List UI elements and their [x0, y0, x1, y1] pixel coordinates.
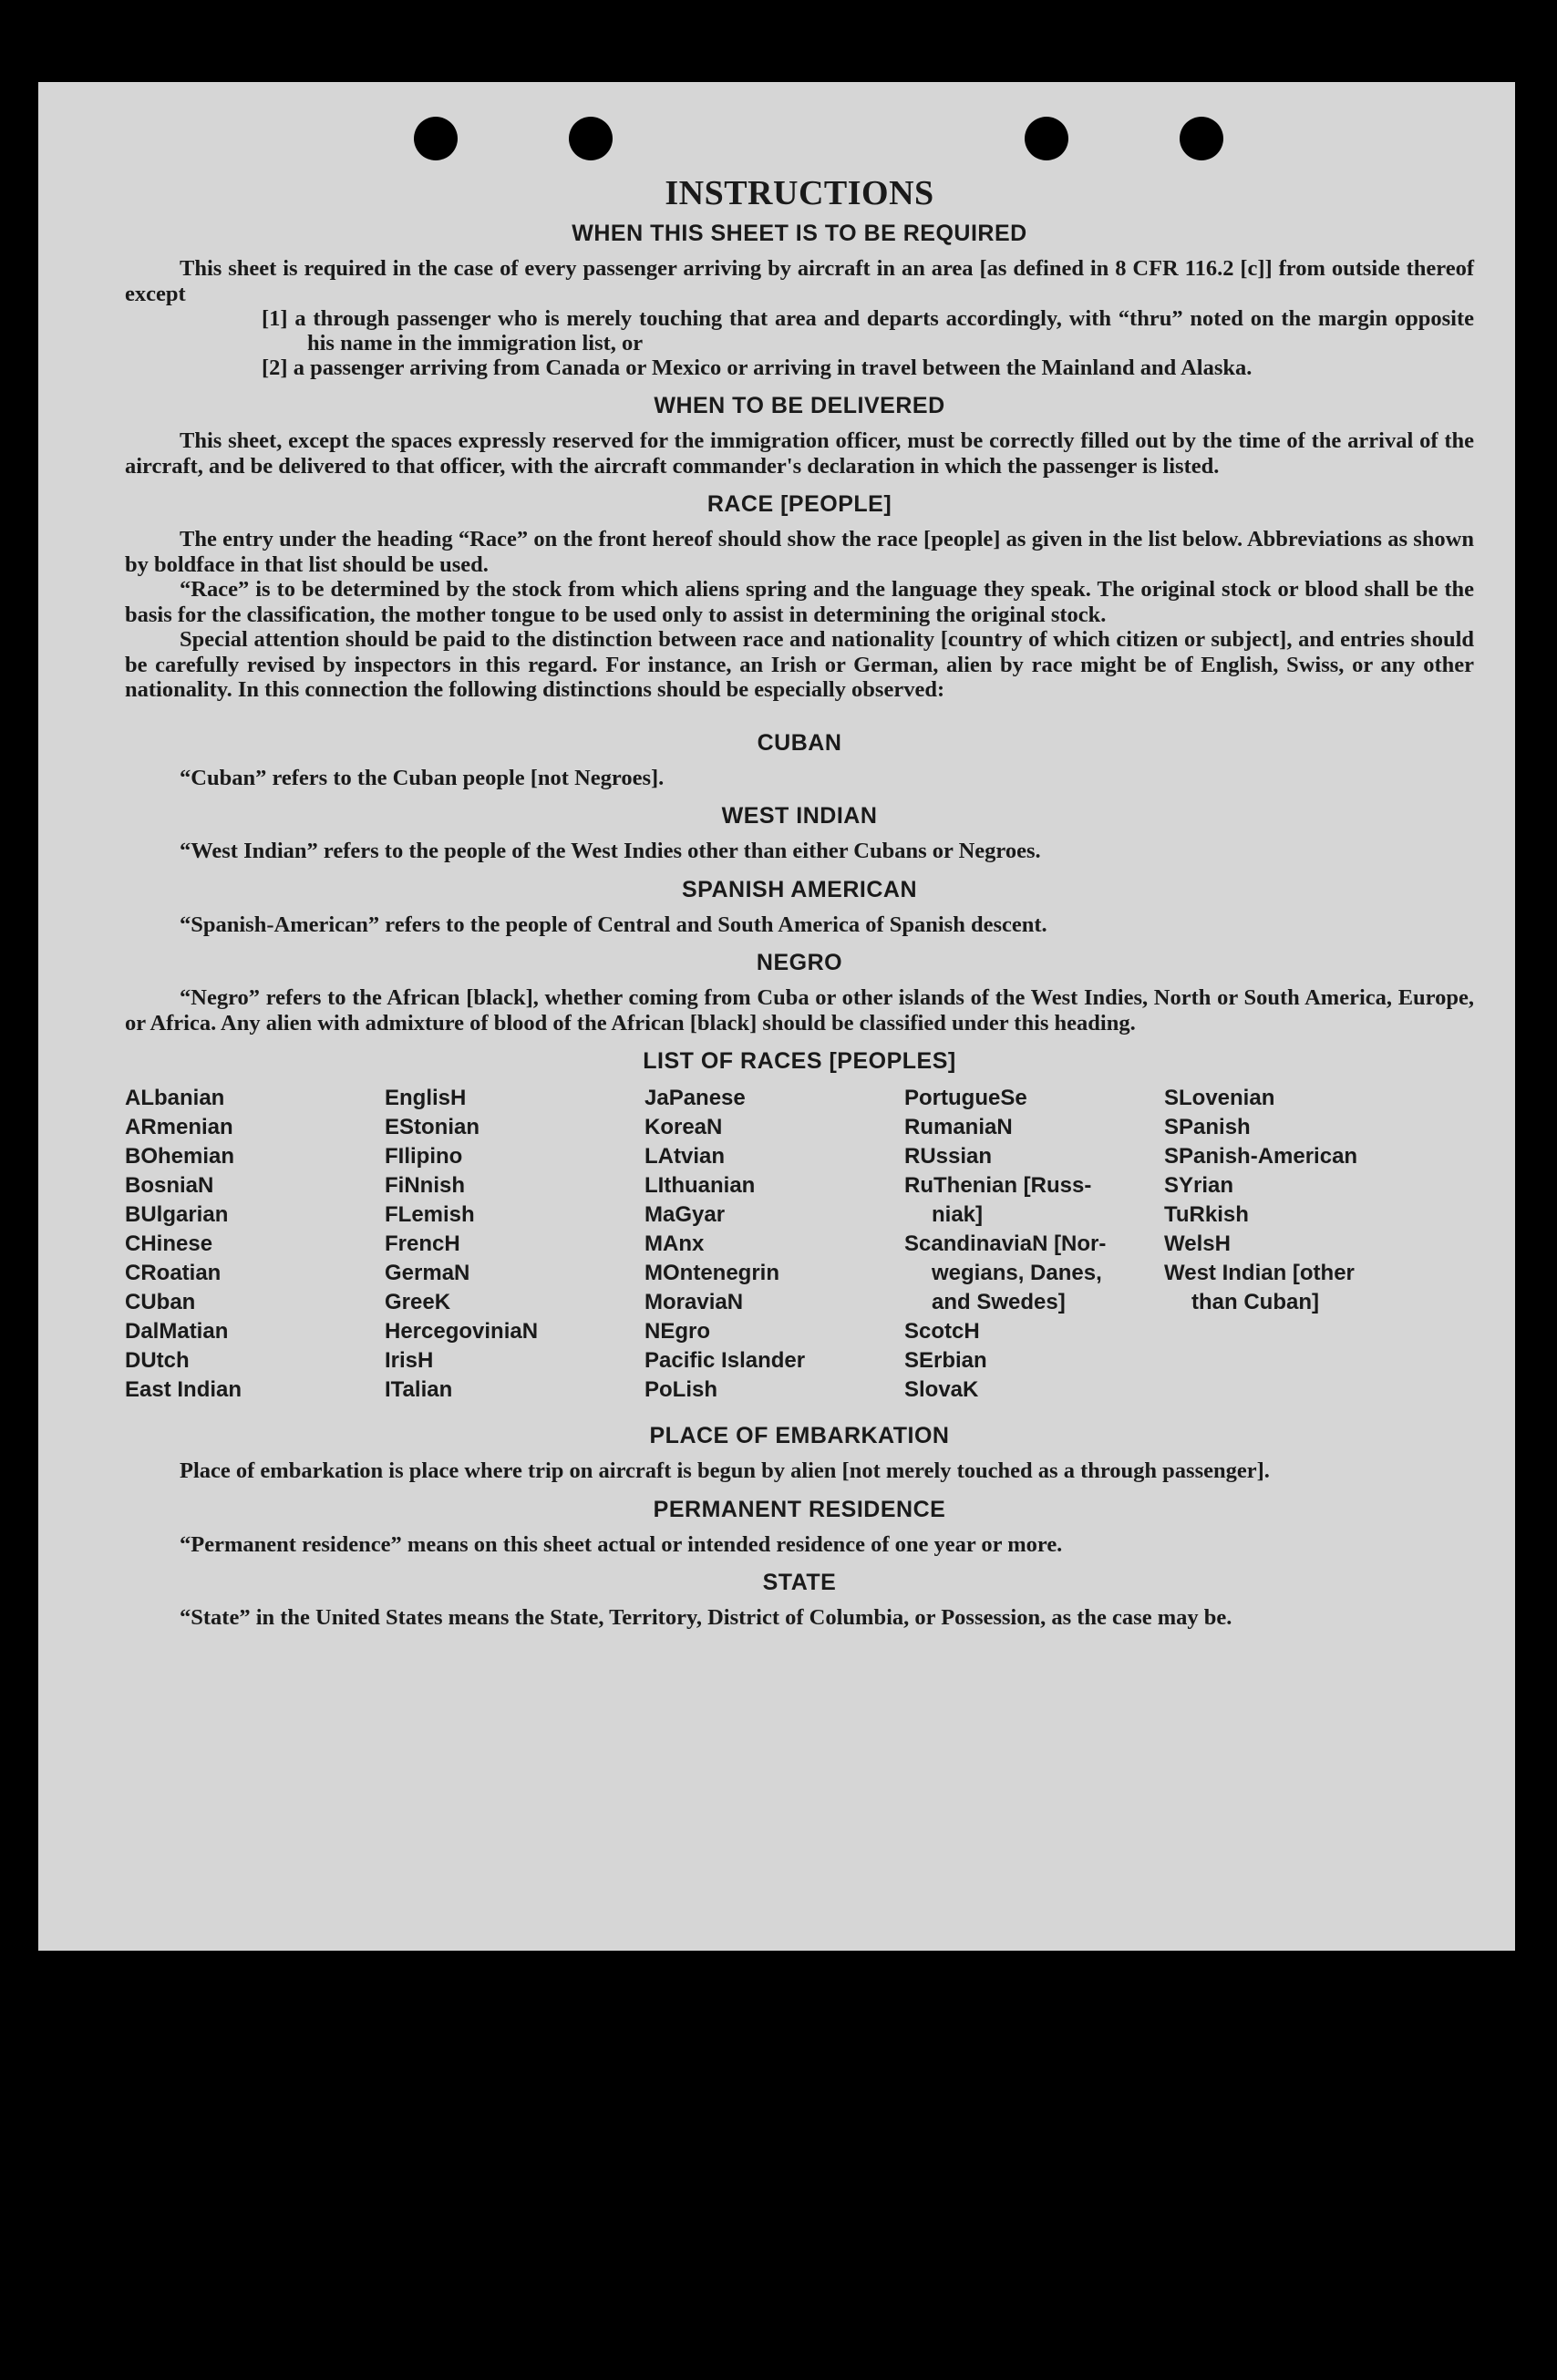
list-item: BosniaN [125, 1173, 214, 1198]
section-heading-races-list: LIST OF RACES [PEOPLES] [643, 1048, 956, 1074]
list-item: ARmenian [125, 1115, 233, 1139]
list-item: DalMatian [125, 1319, 229, 1344]
exception-item-2: [2] a passenger arriving from Canada or Mexico or arriving in travel between the Mainland and Alaska. [262, 355, 1253, 380]
document-sheet [38, 82, 1515, 1951]
page-title: INSTRUCTIONS [665, 174, 934, 212]
section-heading-delivered: WHEN TO BE DELIVERED [654, 393, 945, 418]
list-item: SYrian [1164, 1173, 1234, 1198]
list-item: FLemish [385, 1202, 475, 1227]
list-item: CHinese [125, 1231, 213, 1256]
list-item: MoraviaN [644, 1290, 744, 1314]
section-heading-state: STATE [762, 1570, 837, 1595]
section-heading-embarkation: PLACE OF EMBARKATION [649, 1423, 950, 1448]
race-paragraph-1: The entry under the heading “Race” on the front hereof should show the race [people] as given in the list below. Abbreviations as shown by boldface in that list should be used. [125, 527, 1474, 577]
section-heading-cuban: CUBAN [757, 729, 842, 756]
list-item: SLovenian [1164, 1086, 1275, 1110]
list-item: and Swedes] [932, 1290, 1066, 1314]
races-list [125, 1084, 1474, 1405]
section-heading-permanent-residence: PERMANENT RESIDENCE [653, 1496, 946, 1522]
list-item: ScandinaviaN [Nor- [904, 1231, 1107, 1256]
punch-hole [414, 117, 458, 160]
races-column-5 [1164, 1084, 1424, 1405]
exception-item-1: [1] a through passenger who is merely touching that area and departs accordingly, with “thru” noted on the margin opposite his name in the immigration list, or [262, 306, 1474, 355]
list-item: GermaN [385, 1261, 470, 1285]
cuban-paragraph: “Cuban” refers to the Cuban people [not Negroes]. [180, 765, 665, 790]
list-item: PortugueSe [904, 1086, 1027, 1110]
punch-hole [1180, 117, 1223, 160]
list-item: CUban [125, 1290, 196, 1314]
punch-hole [569, 117, 613, 160]
list-item: TuRkish [1164, 1202, 1249, 1227]
required-paragraph: This sheet is required in the case of every passenger arriving by aircraft in an area [as defined in 8 CFR 116.2 [c]] from outside thereof except [125, 256, 1474, 306]
list-item: RumaniaN [904, 1115, 1013, 1139]
list-item: RUssian [904, 1144, 993, 1169]
list-item: EnglisH [385, 1086, 467, 1110]
list-item: CRoatian [125, 1261, 222, 1285]
list-item: DUtch [125, 1348, 190, 1373]
delivered-paragraph: This sheet, except the spaces expressly reserved for the immigration officer, must be correctly filled out by the time of the arrival of the aircraft, and be delivered to that officer, with the aircraft commander's declaration in which the passenger is listed. [125, 428, 1474, 479]
list-item: West Indian [other [1164, 1261, 1355, 1285]
list-item: MAnx [644, 1231, 705, 1256]
permanent-residence-paragraph: “Permanent residence” means on this sheet actual or intended residence of one year or more. [180, 1531, 1063, 1557]
list-item: SErbian [904, 1348, 987, 1373]
list-item: WelsH [1164, 1231, 1231, 1256]
punch-hole [1025, 117, 1068, 160]
list-item: than Cuban] [1191, 1290, 1319, 1314]
list-item: PoLish [644, 1377, 718, 1402]
negro-paragraph: “Negro” refers to the African [black], whether coming from Cuba or other islands of the West Indies, North or South America, Europe, or Africa. Any alien with admixture of blood of the African [black] should be classified under this heading. [125, 985, 1474, 1035]
section-heading-required: WHEN THIS SHEET IS TO BE REQUIRED [572, 221, 1027, 246]
list-item: NEgro [644, 1319, 710, 1344]
list-item: East Indian [125, 1377, 242, 1402]
list-item: Pacific Islander [644, 1348, 806, 1373]
section-heading-race: RACE [PEOPLE] [706, 491, 892, 517]
races-column-3 [644, 1084, 904, 1405]
instructions-content [125, 173, 1474, 1631]
list-item: IrisH [385, 1348, 434, 1373]
list-item: SPanish-American [1164, 1144, 1358, 1169]
section-heading-spanish-american: SPANISH AMERICAN [681, 876, 917, 902]
race-paragraph-3: Special attention should be paid to the distinction between race and nationality [country of which citizen or subject], and entries should be carefully revised by inspectors in this regard. For instance, an Irish or German, alien by race might be of English, Swiss, or any other nationality. In this connection the following distinctions should be especially observed: [125, 627, 1474, 702]
list-item: wegians, Danes, [932, 1261, 1102, 1285]
embarkation-paragraph: Place of embarkation is place where trip on aircraft is begun by alien [not merely touched as a through passenger]. [180, 1458, 1270, 1483]
list-item: KoreaN [644, 1115, 723, 1139]
list-item: BOhemian [125, 1144, 235, 1169]
state-paragraph: “State” in the United States means the State, Territory, District of Columbia, or Possession, as the case may be. [180, 1605, 1232, 1630]
spanish-american-paragraph: “Spanish-American” refers to the people of Central and South America of Spanish descent. [180, 912, 1047, 937]
list-item: FrencH [385, 1231, 460, 1256]
list-item: EStonian [385, 1115, 480, 1139]
list-item: MOntenegrin [644, 1261, 779, 1285]
list-item: FiNnish [385, 1173, 465, 1198]
list-item: MaGyar [644, 1202, 726, 1227]
list-item: SPanish [1164, 1115, 1251, 1139]
list-item: LIthuanian [644, 1173, 756, 1198]
list-item: niak] [932, 1202, 984, 1227]
list-item: RuThenian [Russ- [904, 1173, 1092, 1198]
races-column-2 [385, 1084, 644, 1405]
list-item: BUlgarian [125, 1202, 229, 1227]
list-item: ALbanian [125, 1086, 225, 1110]
list-item: SlovaK [904, 1377, 979, 1402]
section-heading-west-indian: WEST INDIAN [721, 803, 878, 829]
list-item: LAtvian [644, 1144, 726, 1169]
list-item: HercegoviniaN [385, 1319, 539, 1344]
races-column-4 [904, 1084, 1164, 1405]
list-item: ScotcH [904, 1319, 980, 1344]
races-column-1 [125, 1084, 385, 1405]
list-item: FIlipino [385, 1144, 463, 1169]
race-paragraph-2: “Race” is to be determined by the stock from which aliens spring and the language they speak. The original stock or blood shall be the basis for the classification, the mother tongue to be used only to assist in determining the original stock. [125, 577, 1474, 627]
list-item: GreeK [385, 1290, 451, 1314]
west-indian-paragraph: “West Indian” refers to the people of the West Indies other than either Cubans or Negroes. [180, 839, 1041, 863]
list-item: ITalian [385, 1377, 453, 1402]
section-heading-negro: NEGRO [756, 950, 843, 975]
list-item: JaPanese [644, 1086, 746, 1110]
